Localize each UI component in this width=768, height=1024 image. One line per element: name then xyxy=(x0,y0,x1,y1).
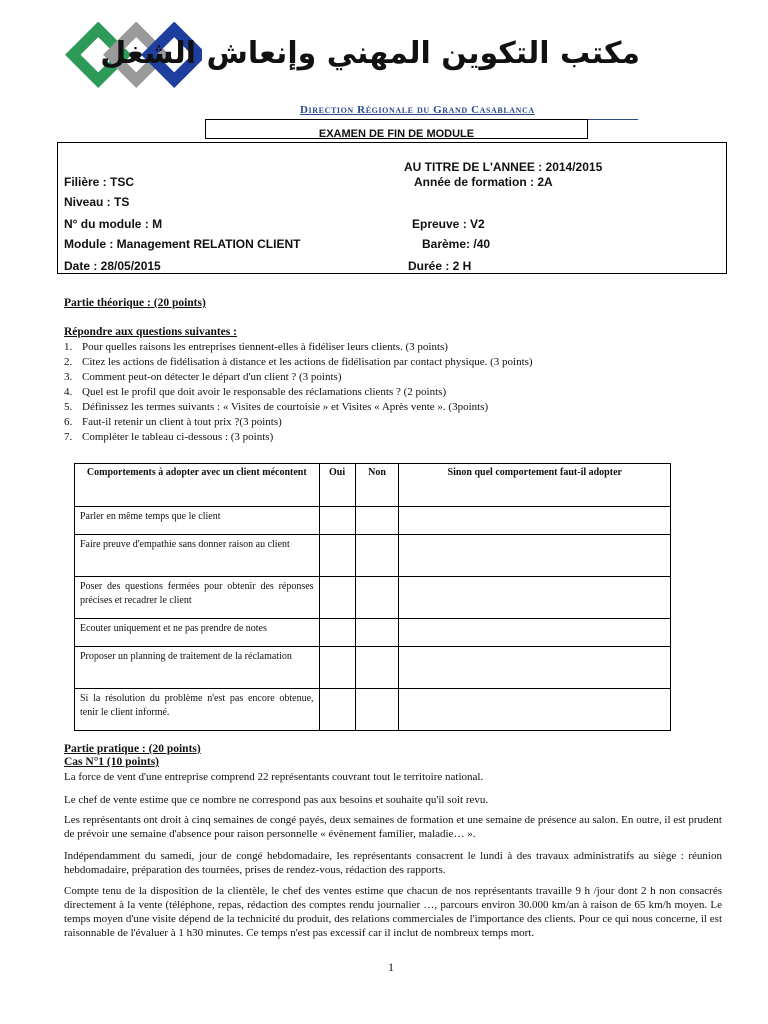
oui-cell[interactable] xyxy=(319,619,355,647)
question-text: Pour quelles raisons les entreprises tiennent-elles à fidéliser leurs clients. (3 points) xyxy=(82,341,448,353)
filiere: Filière : TSC xyxy=(64,175,135,189)
question-item xyxy=(64,415,533,430)
question-number: 3. xyxy=(64,371,73,383)
question-text: Quel est le profil que doit avoir le responsable des réclamations clients ? (2 points) xyxy=(82,386,447,398)
cas-paragraph: Le chef de vente estime que ce nombre ne correspond pas aux besoins et souhaite qu'il soit revu. xyxy=(64,794,489,806)
exam-info-box xyxy=(57,142,727,274)
oui-cell[interactable] xyxy=(319,577,355,619)
question-number: 7. xyxy=(64,431,73,443)
table-row xyxy=(75,647,671,689)
question-item xyxy=(64,385,533,400)
question-text: Compléter le tableau ci-dessous : (3 points) xyxy=(82,431,274,443)
direction-regionale: Direction Régionale du Grand Casablanca xyxy=(300,104,535,116)
arabic-title: مكتب التكوين المهني وإنعاش الشغل xyxy=(100,36,640,71)
epreuve: Epreuve : V2 xyxy=(412,217,485,231)
question-text: Citez les actions de fidélisation à distance et les actions de fidélisation par contact physique. (3 points) xyxy=(82,356,533,368)
non-cell[interactable] xyxy=(355,619,399,647)
exam-title-box xyxy=(205,119,588,139)
question-list xyxy=(64,340,533,445)
date: Date : 28/05/2015 xyxy=(64,259,161,273)
cas-paragraph: Compte tenu de la disposition de la clientèle, le chef des ventes estime que chacun de nos représentants travaille 9 h /jour dont 2 h non consacrés directement à la vente (téléphone, repas, rédaction des comptes rendu journalier …, parcours environ 30.000 km/an à raison de 65 km/h moyen. Le temps moyen d'une visite dépend de la technicité du produit, des relations commerciales de l'importance des clients. Pour ce qui nous concerne, il est raisonnable de l'évaluer à 1 h30 minutes. Ce temps n'est pas excessif car il inclut de nombreux temps mort. xyxy=(64,885,722,939)
oui-cell[interactable] xyxy=(319,507,355,535)
question-item xyxy=(64,370,533,385)
sinon-cell[interactable] xyxy=(399,577,671,619)
behaviour-cell: Faire preuve d'empathie sans donner raison au client xyxy=(75,535,320,577)
non-cell[interactable] xyxy=(355,507,399,535)
question-number: 2. xyxy=(64,356,73,368)
cas-paragraph: Indépendamment du samedi, jour de congé hebdomadaire, les représentants consacrent le lundi à des travaux administratifs au siège : réunion hebdomadaire, préparation des tournées, prises de rendez-vous, rédaction des rapports. xyxy=(64,850,722,876)
module-name: Module : Management RELATION CLIENT xyxy=(64,237,301,251)
non-cell[interactable] xyxy=(355,647,399,689)
oui-cell[interactable] xyxy=(319,647,355,689)
question-text: Comment peut-on détecter le départ d'un client ? (3 points) xyxy=(82,371,342,383)
table-row xyxy=(75,689,671,731)
behaviour-cell: Parler en même temps que le client xyxy=(75,507,320,535)
non-cell[interactable] xyxy=(355,689,399,731)
behaviour-cell: Si la résolution du problème n'est pas encore obtenue, tenir le client informé. xyxy=(75,689,320,731)
header-sinon: Sinon quel comportement faut-il adopter xyxy=(399,464,671,507)
bareme: Barème: /40 xyxy=(422,237,491,251)
sinon-cell[interactable] xyxy=(399,689,671,731)
question-text: Définissez les termes suivants : « Visites de courtoisie » et Visites « Après vente ». (3points) xyxy=(82,401,489,413)
header-oui: Oui xyxy=(319,464,355,507)
question-number: 6. xyxy=(64,416,73,428)
sinon-cell[interactable] xyxy=(399,507,671,535)
question-item xyxy=(64,400,533,415)
table-row xyxy=(75,619,671,647)
behaviour-cell: Poser des questions fermées pour obtenir des réponses précises et recadrer le client xyxy=(75,577,320,619)
header-comportements: Comportements à adopter avec un client mécontent xyxy=(75,464,320,507)
header-non: Non xyxy=(355,464,399,507)
questions-subtitle: Répondre aux questions suivantes : xyxy=(64,326,237,338)
annee-titre: AU TITRE DE L'ANNEE : 2014/2015 xyxy=(404,160,603,174)
oui-cell[interactable] xyxy=(319,689,355,731)
exam-title: EXAMEN DE FIN DE MODULE xyxy=(318,128,475,139)
question-item xyxy=(64,355,533,370)
question-item xyxy=(64,340,533,355)
behaviour-cell: Proposer un planning de traitement de la réclamation xyxy=(75,647,320,689)
table-row xyxy=(75,507,671,535)
numero-module: N° du module : M xyxy=(64,217,163,231)
sinon-cell[interactable] xyxy=(399,647,671,689)
table-row xyxy=(75,577,671,619)
behaviour-table xyxy=(74,463,671,731)
cas-1-title: Cas N°1 (10 points) xyxy=(64,756,160,768)
question-number: 5. xyxy=(64,401,73,413)
partie-theorique-title: Partie théorique : (20 points) xyxy=(64,297,206,309)
question-number: 4. xyxy=(64,386,73,398)
oui-cell[interactable] xyxy=(319,535,355,577)
page-number: 1 xyxy=(388,960,394,974)
sinon-cell[interactable] xyxy=(399,535,671,577)
duree: Durée : 2 H xyxy=(408,259,472,273)
question-text: Faut-il retenir un client à tout prix ?(3 points) xyxy=(82,416,282,428)
table-row xyxy=(75,535,671,577)
niveau: Niveau : TS xyxy=(64,195,130,209)
non-cell[interactable] xyxy=(355,577,399,619)
behaviour-cell: Ecouter uniquement et ne pas prendre de notes xyxy=(75,619,320,647)
cas-paragraph: La force de vent d'une entreprise comprend 22 représentants couvrant tout le territoire national. xyxy=(64,771,484,783)
cas-paragraph: Les représentants ont droit à cinq semaines de congé payés, deux semaines de formation et une semaine de présence au salon. En outre, il est prudent de prévoir une semaine d'absence pour raison personnelle « évènement familier, maladie… ». xyxy=(64,814,722,840)
question-number: 1. xyxy=(64,341,73,353)
partie-pratique-title: Partie pratique : (20 points) xyxy=(64,743,201,755)
annee-formation: Année de formation : 2A xyxy=(414,175,553,189)
non-cell[interactable] xyxy=(355,535,399,577)
table-header-row xyxy=(75,464,671,507)
sinon-cell[interactable] xyxy=(399,619,671,647)
question-item xyxy=(64,430,533,445)
